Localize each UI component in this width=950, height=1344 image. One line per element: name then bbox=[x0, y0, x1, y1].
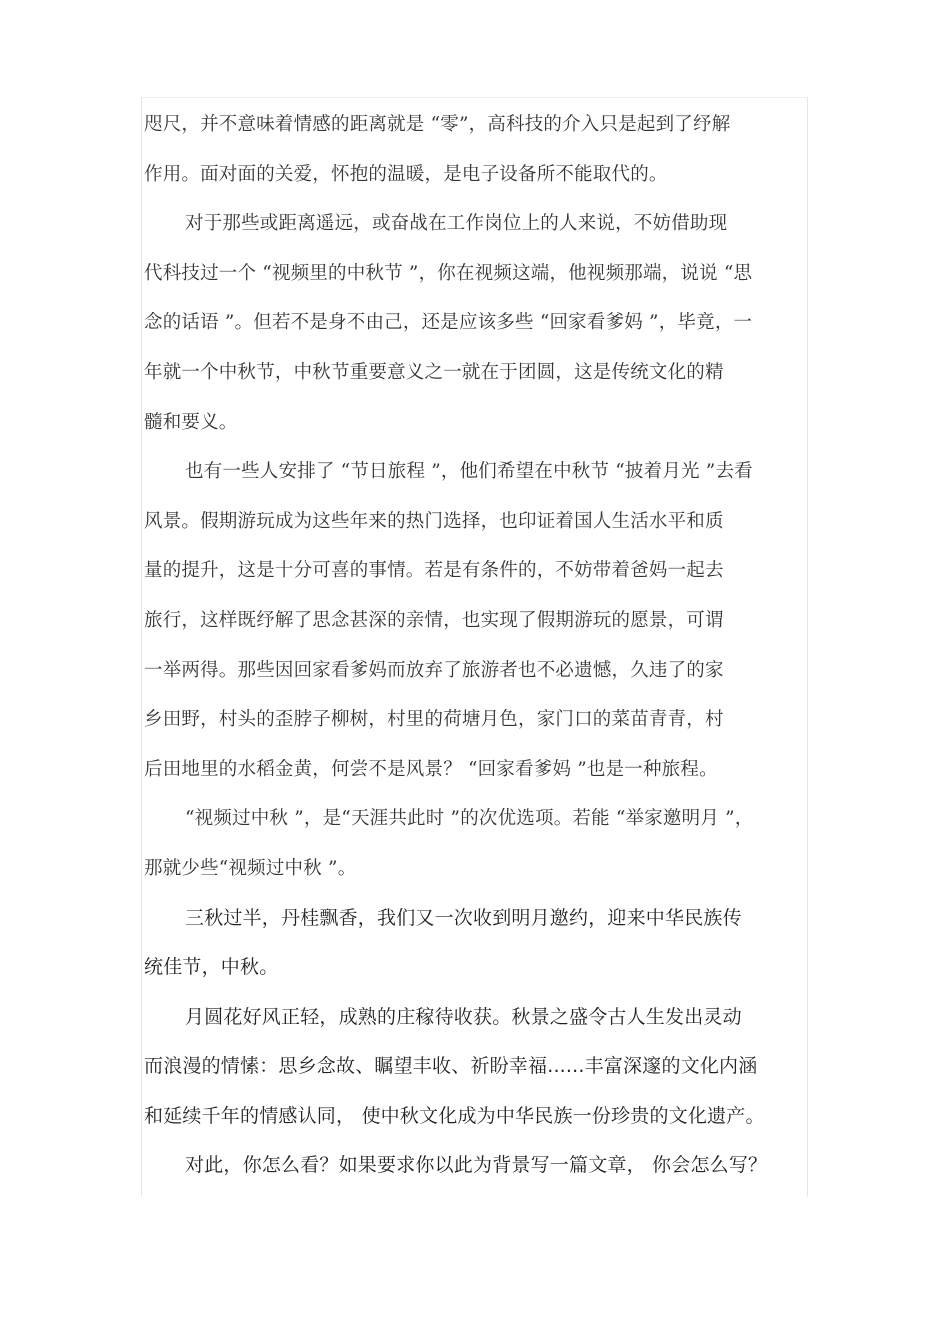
text-line: 量的提升，这是十分可喜的事情。若是有条件的，不妨带着爸妈一起去 bbox=[144, 560, 724, 582]
text-line: 代科技过一个 “视频里的中秋节 ”，你在视频这端，他视频那端，说说 “思 bbox=[144, 262, 753, 284]
text-line: 统佳节，中秋。 bbox=[144, 956, 279, 979]
text-line: 咫尺，并不意味着情感的距离就是 “零”，高科技的介入只是起到了纾解 bbox=[144, 114, 731, 135]
text-line: 月圆花好风正轻，成熟的庄稼待收获。秋景之盛令古人生发出灵动 bbox=[185, 1005, 742, 1028]
text-line: 风景。假期游玩成为这些年来的热门选择，也印证着国人生活水平和质 bbox=[144, 510, 724, 532]
text-line: 念的话语 ”。但若不是身不由己，还是应该多些 “回家看爹妈 ”，毕竟，一 bbox=[144, 312, 753, 334]
text-line: 三秋过半，丹桂飘香，我们又一次收到明月邀约，迎来中华民族传 bbox=[185, 906, 742, 929]
text-line: 对于那些或距离遥远，或奋战在工作岗位上的人来说，不妨借助现 bbox=[185, 213, 728, 235]
text-line: 作用。面对面的关爱，怀抱的温暖，是电子设备所不能取代的。 bbox=[144, 163, 668, 185]
text-line: 而浪漫的情愫：思乡念故、瞩望丰收、祈盼幸福......丰富深邃的文化内涵 bbox=[144, 1055, 758, 1078]
text-line: 乡田野，村头的歪脖子柳树，村里的荷塘月色，家门口的菜苗青青，村 bbox=[144, 709, 724, 731]
text-line: 对此，你怎么看？如果要求你以此为背景写一篇文章， 你会怎么写？ bbox=[185, 1154, 768, 1177]
text-line: 也有一些人安排了 “节日旅程 ”，他们希望在中秋节 “披着月光 ”去看 bbox=[185, 461, 753, 483]
text-line: “视频过中秋 ”，是“天涯共此时 ”的次优选项。若能 “举家邀明月 ”， bbox=[185, 808, 754, 830]
text-line: 一举两得。那些因回家看爹妈而放弃了旅游者也不必遗憾，久违了的家 bbox=[144, 659, 724, 681]
text-line: 年就一个中秋节，中秋节重要意义之一就在于团圆，这是传统文化的精 bbox=[144, 361, 724, 383]
document-body bbox=[144, 100, 806, 1191]
text-line: 髓和要义。 bbox=[144, 411, 238, 433]
text-line: 后田地里的水稻金黄，何尝不是风景？ “回家看爹妈 ”也是一种旅程。 bbox=[144, 758, 718, 780]
text-line: 旅行，这样既纾解了思念甚深的亲情，也实现了假期游玩的愿景，可谓 bbox=[144, 609, 724, 631]
text-line: 和延续千年的情感认同， 使中秋文化成为中华民族一份珍贵的文化遗产。 bbox=[144, 1104, 765, 1127]
text-line: 那就少些“视频过中秋 ”。 bbox=[144, 857, 357, 879]
